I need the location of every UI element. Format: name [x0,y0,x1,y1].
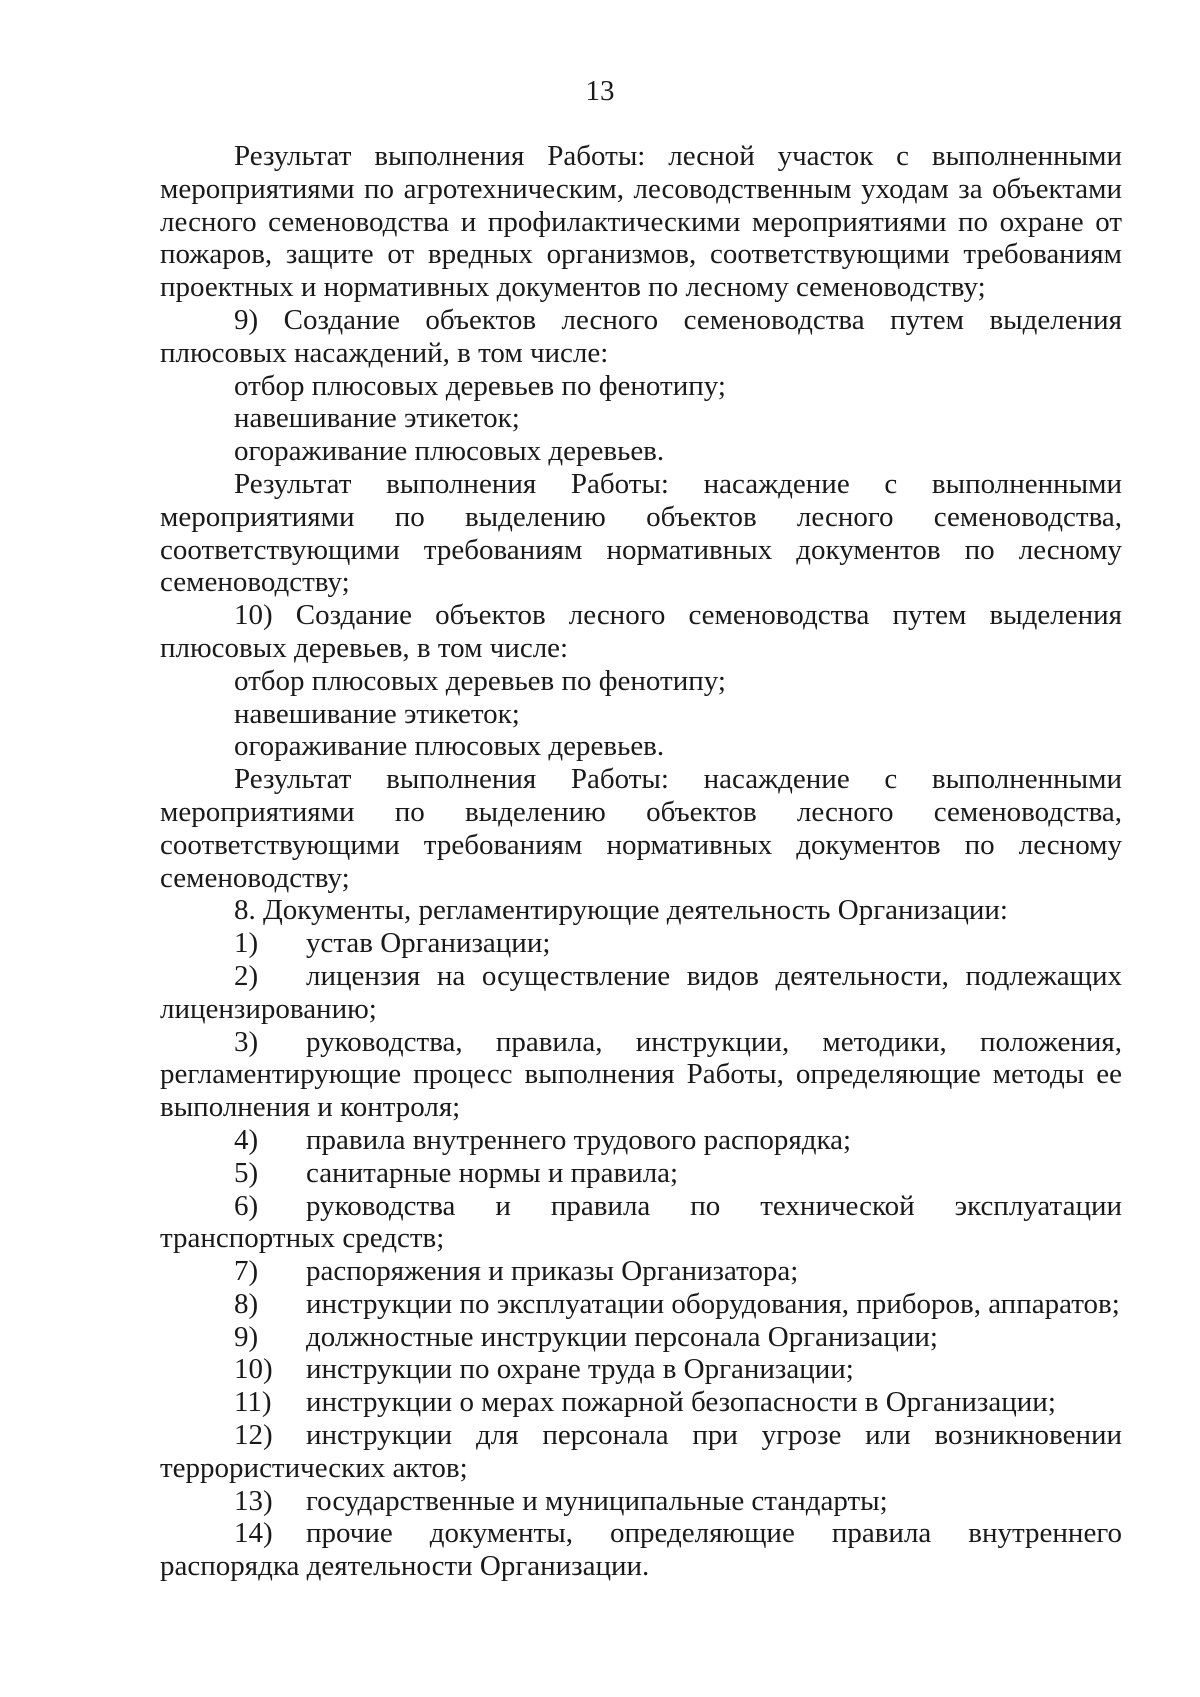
list-item [160,1157,1122,1190]
list-item-number: 3) [234,1025,259,1058]
list-item [160,1485,1122,1518]
list-item [160,1026,1122,1124]
list-item-number: 10) [234,1353,273,1386]
list-item-number: 1) [234,927,259,960]
list-item-number: 9) [234,1320,259,1353]
list-item [160,1255,1122,1288]
sub-item-selection: отбор плюсовых деревьев по фенотипу; [234,369,726,402]
list-item [160,960,1122,1026]
list-item-text: инструкции о мерах пожарной безопасности в Организации; [306,1386,1056,1419]
list-item-number: 5) [234,1156,259,1189]
list-item-text: инструкции по охране труда в Организации; [306,1353,854,1386]
list-item-text: руководства, правила, инструкции, методики, положения, регламентирующие процесс выполнения Работы, определяющие методы ее выполнения и контроля; [160,1025,1122,1124]
list-item-number: 11) [234,1386,272,1419]
list-item-text: правила внутреннего трудового распорядка; [306,1123,852,1156]
list-item [160,1288,1122,1321]
list-item-number: 8) [234,1287,259,1320]
documents-list [160,927,1122,1583]
list-item-text: лицензия на осуществление видов деятельности, подлежащих лицензированию; [160,959,1122,1025]
list-item-text: должностные инструкции персонала Организации; [306,1320,938,1353]
list-item-text: руководства и правила по технической эксплуатации транспортных средств; [160,1189,1122,1255]
list-item [160,1419,1122,1485]
list-item-number: 2) [234,959,259,992]
item-10-paragraph: 10) Создание объектов лесного семеноводства путем выделения плюсовых деревьев, в том числе: [160,599,1122,664]
list-item [160,1321,1122,1354]
list-item-text: распоряжения и приказы Организатора; [306,1255,799,1288]
sub-item-fencing: огораживание плюсовых деревьев. [234,435,665,468]
list-item-number: 14) [234,1517,273,1550]
list-item-number: 6) [234,1189,259,1222]
list-item-text: прочие документы, определяющие правила внутреннего распорядка деятельности Организации. [160,1517,1122,1583]
result-paragraph: Результат выполнения Работы: насаждение с выполненными мероприятиями по выделению объектов лесного семеноводства, соответствующими требованиям нормативных документов по лесному семеноводству; [160,467,1122,599]
list-item-number: 12) [234,1419,273,1452]
list-item-number: 7) [234,1255,259,1288]
list-item [160,1124,1122,1157]
list-item-text: устав Организации; [306,927,551,960]
list-item-text: государственные и муниципальные стандарты; [306,1484,888,1517]
section-8-heading: 8. Документы, регламентирующие деятельность Организации: [234,894,1008,927]
list-item-text: инструкции по эксплуатации оборудования, приборов, аппаратов; [306,1287,1120,1320]
list-item [160,1517,1122,1583]
list-item [160,1190,1122,1256]
sub-item-fencing: огораживание плюсовых деревьев. [234,730,665,763]
list-item-number: 4) [234,1123,259,1156]
sub-item-labels: навешивание этикеток; [234,697,520,730]
list-item-text: санитарные нормы и правила; [306,1156,679,1189]
result-paragraph: Результат выполнения Работы: лесной участок с выполненными мероприятиями по агротехническим, лесоводственным уходам за объектами лесного семеноводства и профилактическими мероприятиями по охране от пожаров, защите от вредных организмов, соответствующими требованиям проектных и нормативных документов по лесному семеноводству; [160,140,1122,304]
document-body [160,140,1122,1583]
list-item [160,927,1122,960]
page-number: 13 [585,75,615,107]
result-paragraph: Результат выполнения Работы: насаждение с выполненными мероприятиями по выделению объектов лесного семеноводства, соответствующими требованиям нормативных документов по лесному семеноводству; [160,763,1122,894]
sub-item-labels: навешивание этикеток; [234,402,520,435]
list-item-number: 13) [234,1484,273,1517]
list-item-text: инструкции для персонала при угрозе или возникновении террористических актов; [160,1419,1122,1484]
sub-item-selection: отбор плюсовых деревьев по фенотипу; [234,664,726,697]
item-9-paragraph: 9) Создание объектов лесного семеноводства путем выделения плюсовых насаждений, в том числе: [160,303,1122,369]
list-item [160,1386,1122,1419]
list-item [160,1353,1122,1386]
